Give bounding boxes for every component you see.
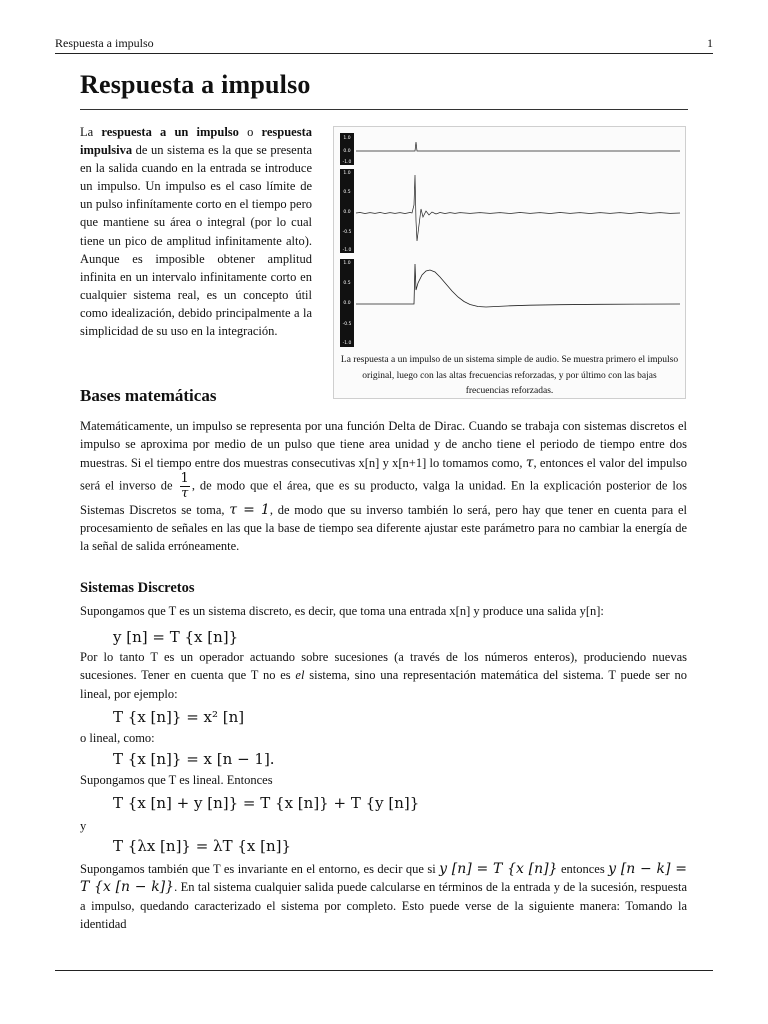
panel1-label-mid: 0.0 <box>343 149 351 154</box>
tau-symbol: τ <box>525 454 534 471</box>
figure-caption: La respuesta a un impulso de un sistema simple de audio. Se muestra primero el impulso original, luego con las altas frecuencias reforzadas, y por último con las bajas frecuencias reforzadas. <box>340 355 679 396</box>
svg-text:0.0: 0.0 <box>343 301 351 306</box>
equation-3: T {x [n]} = x [n − 1]. <box>113 750 275 768</box>
impulse-response-plot <box>340 133 681 351</box>
svg-text:-0.5: -0.5 <box>342 230 352 235</box>
section-heading-discretos: Sistemas Discretos <box>80 580 195 596</box>
discretos-p3: o lineal, como: <box>80 731 155 745</box>
discretos-p4: Supongamos que T es lineal. Entonces <box>80 773 273 787</box>
discretos-p5: y <box>80 819 87 833</box>
panel-original-impulse <box>340 133 680 165</box>
header-rule <box>55 53 713 54</box>
running-title: Respuesta a impulso <box>55 36 154 50</box>
svg-text:0.5: 0.5 <box>343 190 351 195</box>
inline-eq-1: y [n] = T {x [n]} <box>439 861 558 877</box>
svg-text:-1.0: -1.0 <box>342 248 352 253</box>
intro-paragraph: La respuesta a un impulso o respuesta impulsiva de un sistema es la que se presenta en la salida cuando en la entrada se introduce un impulso. Un impulso es el caso límite de un pulso infinítamente corto en el tiempo pero que mantiene su área o integral (por lo cual tiene un pico de amplitud infinitamente alto). Aunque es imposible obtener amplitud infinita en un intervalo infinitamente corto en cualquier sistema real, es un concepto útil como idealización, debido principalmente a la simplicidad de su uso en la integración. <box>80 125 313 339</box>
equation-4: T {x [n] + y [n]} = T {x [n]} + T {y [n]} <box>113 794 420 812</box>
footer-rule <box>55 970 713 971</box>
equation-5: T {λx [n]} = λT {x [n]} <box>113 837 292 855</box>
svg-text:-0.5: -0.5 <box>342 322 352 327</box>
fraction-one-over-tau: $\frac{1}{\tau}$ <box>180 470 189 501</box>
title-rule <box>80 109 688 110</box>
discretos-p1: Supongamos que T es un sistema discreto, es decir, que toma una entrada x[n] y produce una salida y[n]: <box>80 604 604 618</box>
equation-2: T {x [n]} = x² [n] <box>113 708 245 726</box>
panel1-label-bot: -1.0 <box>342 160 352 165</box>
panel-low-frequencies <box>340 259 680 347</box>
bases-paragraph: Matemáticamente, un impulso se representa por una función Delta de Dirac. Cuando se trabaja con sistemas discretos el impulso se aproxima por medio de un pulso que tiene area unidad y de ancho tiene el periodo de tiempo entre dos muestras. Si el tiempo entre dos muestras consecutivas x[n] y x[n+1] lo tomamos como, τ, entonces el valor del impulso será el inverso de $\frac{1}{\tau}$ , de modo que el área, que es su producto, valga la unidad. En la explicación posterior de los Sistemas Discretos se toma, τ = 1, de modo que su inverso también lo será, pero hay que tener en cuenta para el procesamiento de señales en las que la base de tiempo sea diferente ajustar este parámetro para no cambiar la energía de la señal de salida erróneamente. <box>80 419 687 554</box>
inline-eq-2: y [n − k] = T {x [n − k]} <box>80 861 687 896</box>
impulse-response-figure <box>333 126 686 399</box>
section-heading-bases: Bases matemáticas <box>80 386 217 405</box>
panel2-signal <box>356 175 680 241</box>
svg-text:1.0: 1.0 <box>343 261 351 266</box>
panel1-signal <box>356 142 680 151</box>
page-number: 1 <box>707 36 713 50</box>
svg-text:-1.0: -1.0 <box>342 341 352 346</box>
svg-text:1.0: 1.0 <box>343 171 351 176</box>
discretos-p2: Por lo tanto T es un operador actuando sobre sucesiones (a través de los números enteros), produciendo nuevas sucesiones. Tener en cuenta que T no es el sistema, sino una representación matemática del sistema. T puede ser no lineal, por ejemplo: <box>80 650 687 701</box>
panel-high-frequencies <box>340 169 680 253</box>
svg-text:0.0: 0.0 <box>343 210 351 215</box>
discretos-p6: Supongamos también que T es invariante en el entorno, es decir que si y [n] = T {x [n]} entonces y [n − k] = T {x [n − k]}. En tal sistema cualquier salida puede calcularse en términos de la entrada y de la sucesión, respuesta a impulso, quedando caracterizado el sistema por completo. Esto puede verse de la siguiente manera: Tomando la identidad <box>80 861 687 931</box>
page-title: Respuesta a impulso <box>80 70 311 99</box>
panel3-signal <box>356 264 680 307</box>
tau-equals-one: τ = 1 <box>229 501 270 518</box>
equation-1: y [n] = T {x [n]} <box>113 628 239 646</box>
term-respuesta-impulso: respuesta a un impulso <box>101 125 239 139</box>
term-respuesta-impulsiva: respuesta impulsiva <box>80 125 313 158</box>
panel1-label-top: 1.0 <box>343 136 351 141</box>
svg-text:0.5: 0.5 <box>343 281 351 286</box>
